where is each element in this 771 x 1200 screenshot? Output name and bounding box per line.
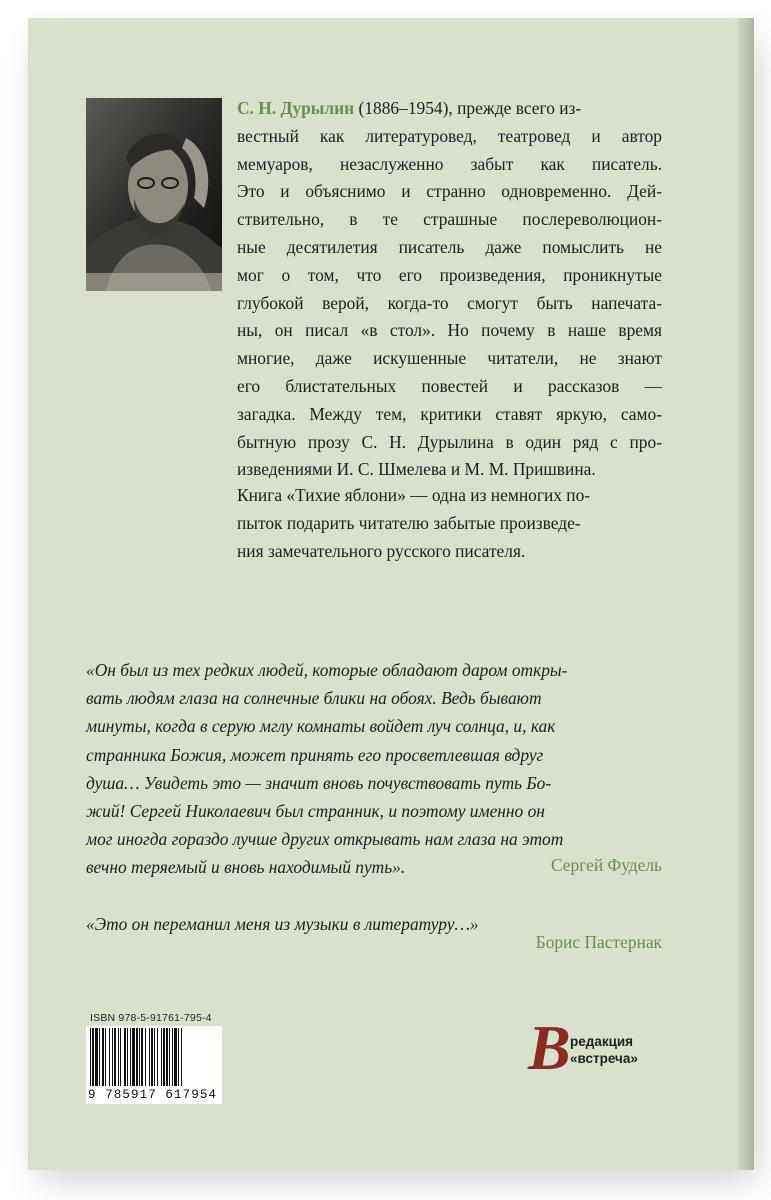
bio-line: ствительно, в те страшные послереволюцион- [237, 209, 662, 230]
barcode-bar [114, 1028, 116, 1086]
bio-line: мог о том, что его произведения, проникнутые [237, 264, 662, 285]
barcode-bar [157, 1028, 158, 1086]
barcode-bar [130, 1028, 131, 1086]
bio-line: С. Н. Дурылин (1886–1954), прежде всего из- [237, 98, 582, 118]
barcode-bar [154, 1028, 155, 1086]
barcode-bar [151, 1028, 153, 1086]
publisher-letter: В [528, 1012, 571, 1083]
quote-line: «Он был из тех редких людей, которые обладают даром откры- [86, 660, 568, 680]
bio-line: вестный как литературовед, театровед и автор [237, 125, 662, 146]
author-portrait [86, 98, 222, 291]
barcode-bar [145, 1028, 146, 1086]
barcode-bar [127, 1028, 128, 1086]
quote-fudel [86, 656, 666, 882]
barcode-bar [181, 1028, 182, 1086]
bio-line: глубокой верой, когда-то смогут быть напечата- [237, 292, 662, 313]
quote-signature-pasternak: Борис Пастернак [535, 932, 662, 952]
barcode-bar [120, 1028, 121, 1086]
barcode-bar [112, 1028, 113, 1086]
bio-line: ны, он писал «в стол». Но почему в наше время [237, 320, 662, 341]
barcode-bar [178, 1028, 179, 1086]
barcode-bar [149, 1028, 150, 1086]
publisher-line-1: редакция [570, 1034, 634, 1049]
barcode-bar [136, 1028, 138, 1086]
bio-line: мемуаров, незаслуженно забыт как писатель. [237, 153, 662, 174]
quote-line: душа… Увидеть это — значит вновь почувствовать путь Бо- [86, 772, 552, 793]
isbn-label: ISBN 978-5-91761-795-4 [90, 1012, 212, 1024]
quote-line: вечно теряемый и вновь находимый путь». [86, 857, 406, 878]
barcode-bar [172, 1028, 173, 1086]
book-line: Книга «Тихие яблони» — одна из немногих по- [237, 485, 591, 505]
quote-line: мог иногда гораздо лучше других открывать нам глаза на этот [86, 829, 564, 850]
barcode-bar [109, 1028, 110, 1086]
bio-line: Это и объяснимо и странно одновременно. Дей- [237, 181, 662, 202]
book-spine [740, 18, 754, 1170]
book-line: пыток подарить читателю забытые произведе- [237, 512, 581, 533]
quote-line: жий! Сергей Николаевич был странник, и поэтому именно он [86, 801, 545, 822]
bio-line: загадка. Между тем, критики ставят яркую, само- [237, 403, 662, 424]
barcode-bar [99, 1028, 100, 1086]
barcode-bar [95, 1028, 98, 1086]
barcode-bar [118, 1028, 119, 1086]
author-name: С. Н. Дурылин [237, 98, 355, 118]
barcode-bar [90, 1028, 91, 1086]
quote-line: минуты, когда в серую мглу комнаты войдет луч солнца, и, как [86, 716, 556, 737]
barcode-bars [86, 1026, 222, 1090]
barcode-bar [161, 1028, 162, 1086]
barcode-bar [141, 1028, 143, 1086]
author-bio [237, 95, 662, 484]
book-description [237, 482, 662, 565]
barcode-bar [92, 1028, 94, 1086]
barcode-bar [132, 1028, 135, 1086]
barcode-bar [102, 1028, 104, 1086]
barcode-digits: 9 785917 617954 [88, 1088, 218, 1102]
barcode-bar [174, 1028, 177, 1086]
bio-line: изведениями И. С. Шмелева и М. М. Пришвина. [237, 459, 596, 480]
bio-line: бытную прозу С. Н. Дурылина в один ряд с про- [237, 431, 662, 452]
barcode-bar [169, 1028, 170, 1086]
bio-line: его блистательных повестей и рассказов — [237, 375, 662, 396]
publisher-line-2: «встреча» [570, 1051, 638, 1066]
barcode-bar [124, 1028, 126, 1086]
quote-line: странника Божия, может принять его просветлевшая вдруг [86, 744, 544, 765]
publisher-logo [528, 1012, 678, 1086]
author-portrait-image [86, 98, 222, 291]
bio-line: многие, даже искушенные читатели, не знают [237, 348, 662, 369]
barcode-bar [163, 1028, 165, 1086]
quote-pasternak: «Это он переманил меня из музыки в литературу…» [86, 914, 479, 934]
barcode-bar [139, 1028, 140, 1086]
quote-line: вать людям глаза на солнечные блики на обоях. Ведь бывают [86, 688, 542, 709]
bio-line: ные десятилетия писатель даже помыслить не [237, 236, 662, 257]
book-line: ния замечательного русского писателя. [237, 540, 526, 561]
barcode-bar [105, 1028, 106, 1086]
quote-signature-fudel: Сергей Фудель [550, 855, 662, 875]
barcode-bar [166, 1028, 168, 1086]
